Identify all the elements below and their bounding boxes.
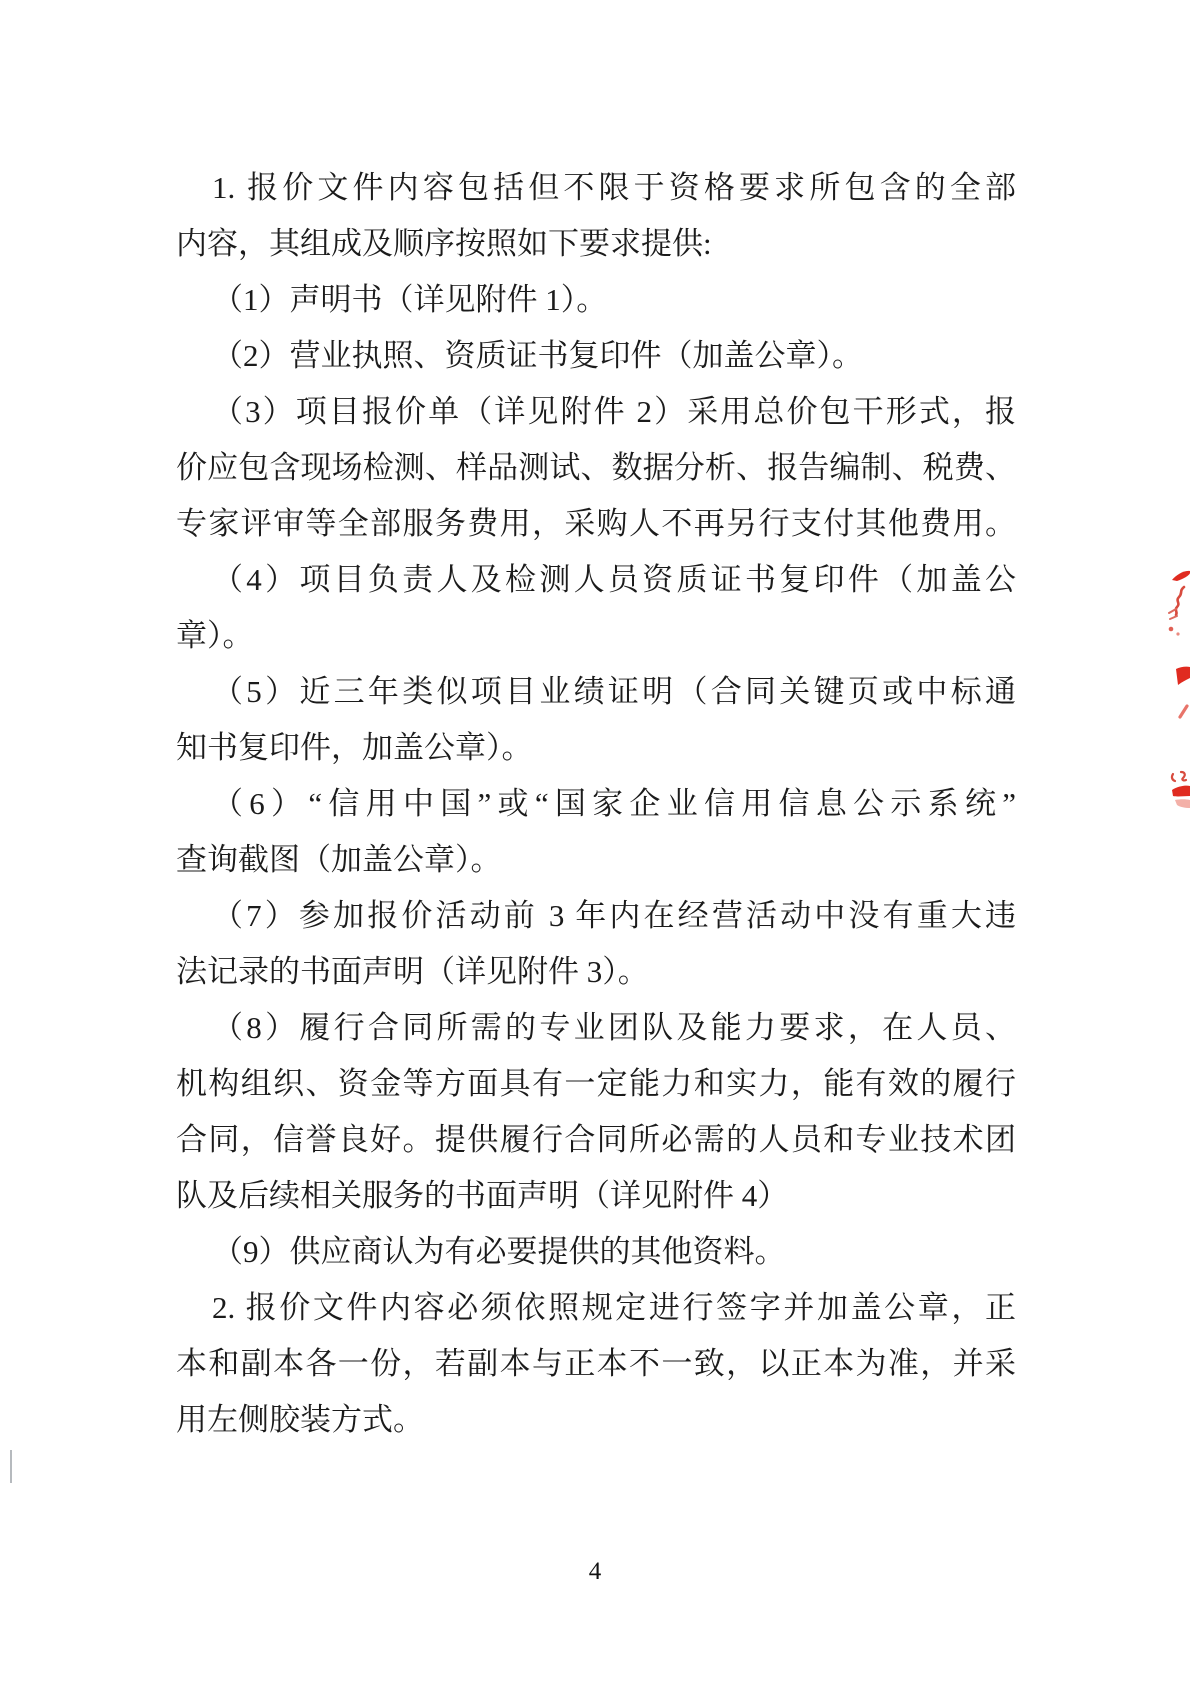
scan-artifact-line <box>10 1450 12 1483</box>
text-line: （8）履行合同所需的专业团队及能力要求，在人员、 <box>212 1010 1016 1045</box>
text-line: 价应包含现场检测、样品测试、数据分析、报告编制、税费、 <box>176 450 1016 485</box>
text-line: （7）参加报价活动前 3 年内在经营活动中没有重大违 <box>212 898 1016 933</box>
text-line: （6）“信用中国”或“国家企业信用信息公示系统” <box>212 786 1016 821</box>
text-line: （9）供应商认为有必要提供的其他资料。 <box>212 1234 786 1269</box>
text-line: 法记录的书面声明（详见附件 3）。 <box>176 954 649 989</box>
text-line: （5）近三年类似项目业绩证明（合同关键页或中标通 <box>212 674 1016 709</box>
text-line: 专家评审等全部服务费用，采购人不再另行支付其他费用。 <box>176 506 1016 541</box>
text-line: 合同，信誉良好。提供履行合同所必需的人员和专业技术团 <box>176 1122 1016 1157</box>
red-seal-fragment-bottom <box>1164 766 1190 814</box>
text-line: （1）声明书（详见附件 1）。 <box>212 282 608 317</box>
text-line: 2. 报价文件内容必须依照规定进行签字并加盖公章，正 <box>212 1290 1016 1325</box>
text-line: 本和副本各一份，若副本与正本不一致，以正本为准，并采 <box>176 1346 1016 1381</box>
text-line: 队及后续相关服务的书面声明（详见附件 4） <box>176 1178 789 1213</box>
text-line: 1. 报价文件内容包括但不限于资格要求所包含的全部 <box>212 170 1016 205</box>
red-seal-fragment-top <box>1164 566 1190 638</box>
red-seal-fragment-middle <box>1174 664 1190 722</box>
text-line: 用左侧胶装方式。 <box>176 1402 424 1437</box>
text-line: 查询截图（加盖公章）。 <box>176 842 502 877</box>
text-line: 机构组织、资金等方面具有一定能力和实力，能有效的履行 <box>176 1066 1016 1101</box>
text-line: 知书复印件，加盖公章）。 <box>176 730 533 765</box>
text-line: （4）项目负责人及检测人员资质证书复印件（加盖公 <box>212 562 1016 597</box>
document-body <box>176 160 1016 1448</box>
text-line: 章）。 <box>176 618 254 653</box>
text-line: （2）营业执照、资质证书复印件（加盖公章）。 <box>212 338 863 373</box>
text-line: （3）项目报价单（详见附件 2）采用总价包干形式，报 <box>212 394 1016 429</box>
page-number: 4 <box>588 1558 602 1585</box>
text-line: 内容，其组成及顺序按照如下要求提供: <box>176 226 712 261</box>
